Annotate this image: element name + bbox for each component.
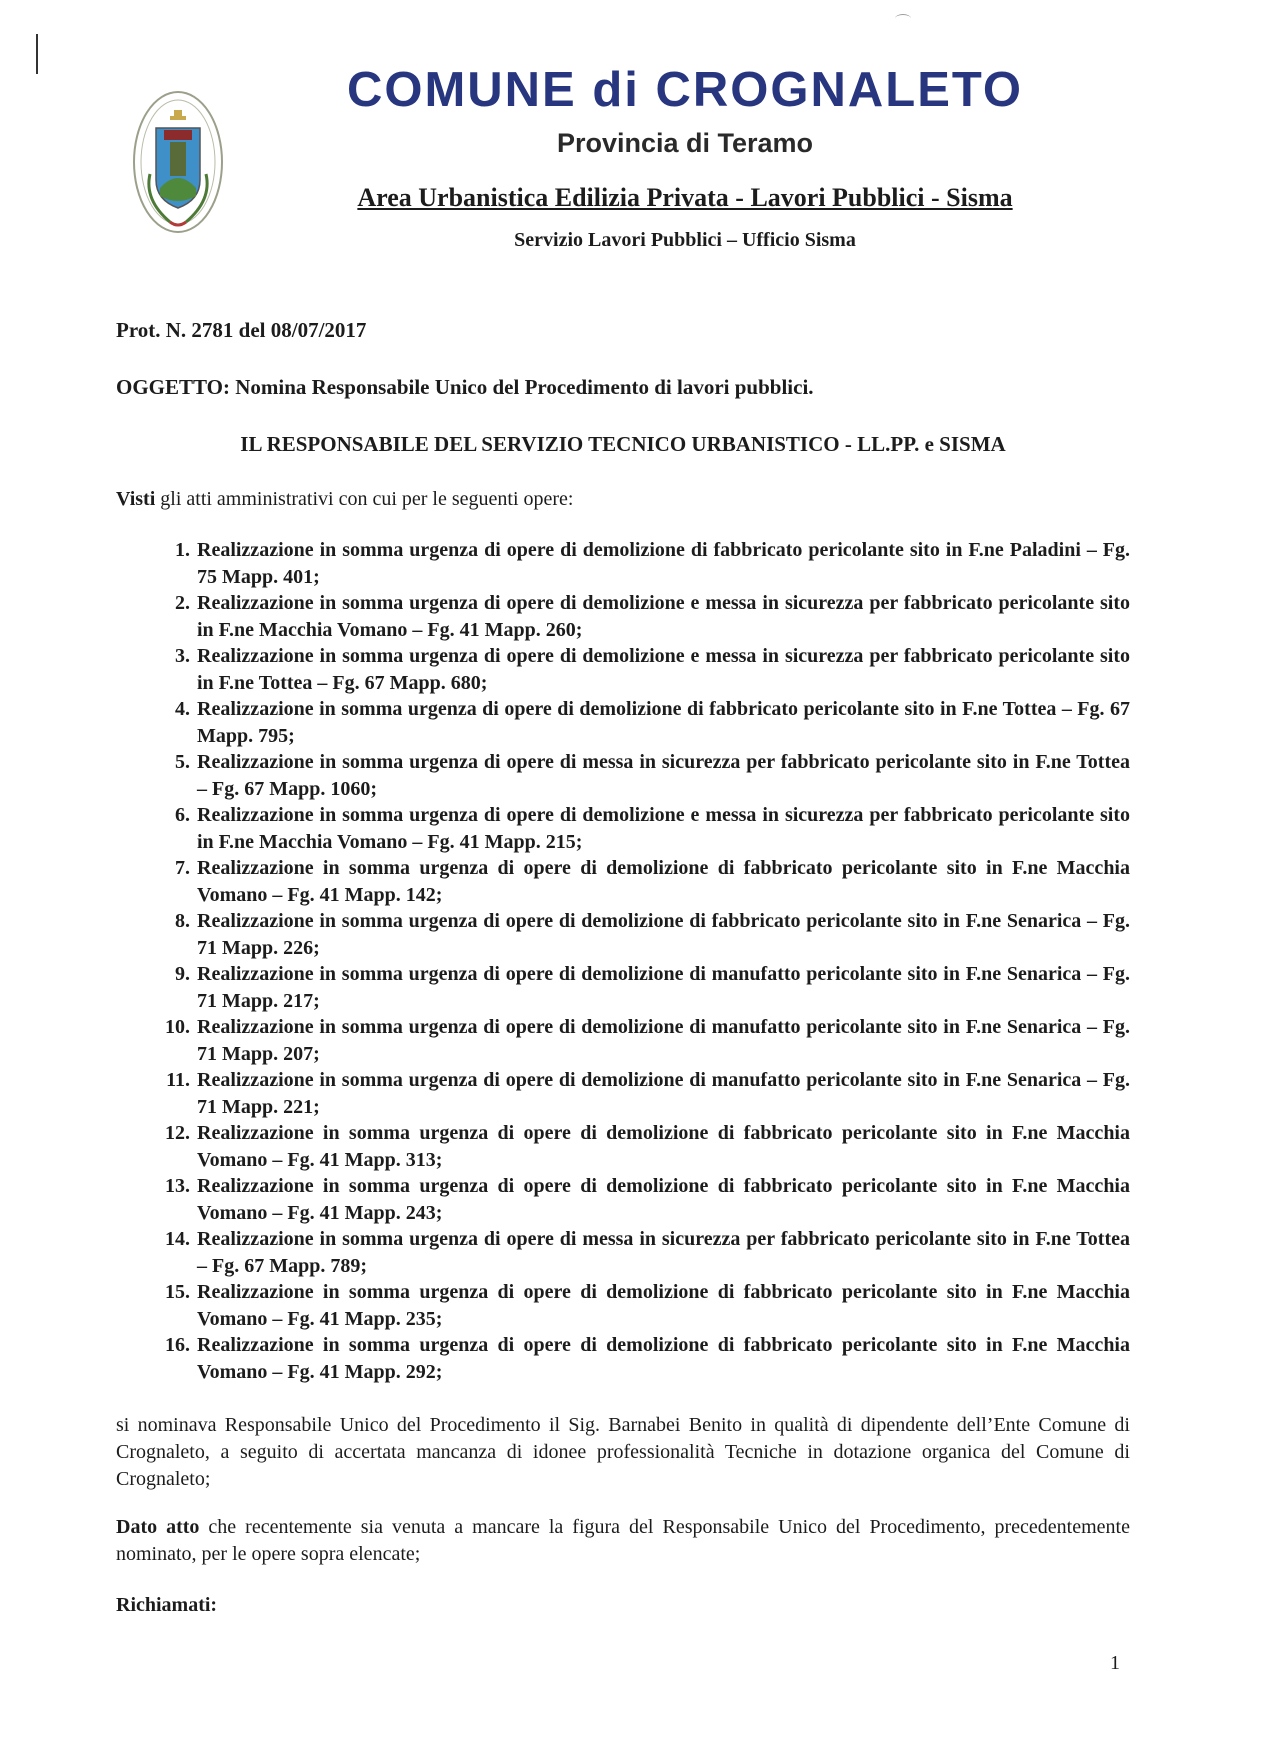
list-item xyxy=(140,1279,1130,1332)
list-item xyxy=(140,855,1130,908)
province-subtitle: Provincia di Teramo xyxy=(556,128,814,158)
list-item xyxy=(140,696,1130,749)
works-list xyxy=(140,537,1130,1385)
list-item-text: Realizzazione in somma urgenza di opere di demolizione di manufatto pericolante sito in F.ne Senarica – Fg. 71 Mapp. 207; xyxy=(197,1016,1130,1065)
list-item-text: Realizzazione in somma urgenza di opere di messa in sicurezza per fabbricato pericolante sito in F.ne Tottea – Fg. 67 Mapp. 789; xyxy=(197,1228,1130,1277)
page-title: COMUNE di CROGNALETO xyxy=(346,63,1024,117)
given-act-bold-lead: Dato atto xyxy=(116,1516,200,1538)
appointment-paragraph: si nominava Responsabile Unico del Procedimento il Sig. Barnabei Benito in qualità di dipendente dell’Ente Comune di Crognaleto, a seguito di accertata mancanza di idonee professionalità Tecniche in dotazione organica del Comune di Crognaleto; xyxy=(116,1414,1130,1490)
list-item xyxy=(140,537,1130,590)
list-item-number: 16. xyxy=(165,1334,190,1356)
list-item-number: 10. xyxy=(165,1016,190,1038)
list-item-number: 14. xyxy=(165,1228,190,1250)
list-item-number: 4. xyxy=(175,698,190,720)
intro-paragraph xyxy=(116,488,573,511)
list-item xyxy=(140,1120,1130,1173)
comune-crest-icon xyxy=(130,88,226,240)
list-item xyxy=(140,590,1130,643)
list-item xyxy=(140,1067,1130,1120)
list-item-number: 13. xyxy=(165,1175,190,1197)
list-item xyxy=(140,749,1130,802)
list-item-text: Realizzazione in somma urgenza di opere di demolizione di fabbricato pericolante sito in F.ne Macchia Vomano – Fg. 41 Mapp. 292; xyxy=(197,1334,1130,1383)
list-item xyxy=(140,643,1130,696)
subject-line: OGGETTO: Nomina Responsabile Unico del Procedimento di lavori pubblici. xyxy=(116,375,814,399)
list-item xyxy=(140,1332,1130,1385)
list-item-text: Realizzazione in somma urgenza di opere di demolizione e messa in sicurezza per fabbricato pericolante sito in F.ne Macchia Vomano – Fg. 41 Mapp. 215; xyxy=(197,804,1130,853)
list-item-text: Realizzazione in somma urgenza di opere di demolizione di manufatto pericolante sito in F.ne Senarica – Fg. 71 Mapp. 221; xyxy=(197,1069,1130,1118)
list-item-number: 3. xyxy=(175,645,190,667)
list-item-number: 8. xyxy=(175,910,190,932)
list-item xyxy=(140,1014,1130,1067)
service-office: Servizio Lavori Pubblici – Ufficio Sisma xyxy=(514,229,856,251)
responsible-heading: IL RESPONSABILE DEL SERVIZIO TECNICO URBANISTICO - LL.PP. e SISMA xyxy=(240,432,1006,456)
list-item-number: 11. xyxy=(166,1069,190,1091)
page-number: 1 xyxy=(1110,1652,1120,1674)
list-item-text: Realizzazione in somma urgenza di opere di demolizione di fabbricato pericolante sito in F.ne Macchia Vomano – Fg. 41 Mapp. 243; xyxy=(197,1175,1130,1224)
intro-bold-lead: Visti xyxy=(116,488,156,510)
list-item-number: 2. xyxy=(175,592,190,614)
list-item xyxy=(140,802,1130,855)
list-item-text: Realizzazione in somma urgenza di opere di demolizione di fabbricato pericolante sito in F.ne Tottea – Fg. 67 Mapp. 795; xyxy=(197,698,1130,747)
list-item-text: Realizzazione in somma urgenza di opere di demolizione di fabbricato pericolante sito in F.ne Macchia Vomano – Fg. 41 Mapp. 313; xyxy=(197,1122,1130,1171)
list-item-text: Realizzazione in somma urgenza di opere di demolizione e messa in sicurezza per fabbricato pericolante sito in F.ne Macchia Vomano – Fg. 41 Mapp. 260; xyxy=(197,592,1130,641)
list-item-text: Realizzazione in somma urgenza di opere di messa in sicurezza per fabbricato pericolante sito in F.ne Tottea – Fg. 67 Mapp. 1060; xyxy=(197,751,1130,800)
protocol-number: Prot. N. 2781 del 08/07/2017 xyxy=(116,318,367,342)
list-item-number: 9. xyxy=(175,963,190,985)
list-item-number: 12. xyxy=(165,1122,190,1144)
department-area: Area Urbanistica Edilizia Privata - Lavori Pubblici - Sisma xyxy=(357,183,1013,212)
intro-text: gli atti amministrativi con cui per le seguenti opere: xyxy=(155,488,574,510)
given-act-paragraph xyxy=(116,1514,1130,1568)
list-item xyxy=(140,1226,1130,1279)
list-item-number: 1. xyxy=(175,539,190,561)
list-item-text: Realizzazione in somma urgenza di opere di demolizione di fabbricato pericolante sito in F.ne Paladini – Fg. 75 Mapp. 401; xyxy=(197,539,1130,588)
list-item xyxy=(140,1173,1130,1226)
list-item-text: Realizzazione in somma urgenza di opere di demolizione di fabbricato pericolante sito in F.ne Macchia Vomano – Fg. 41 Mapp. 142; xyxy=(197,857,1130,906)
recalled-heading: Richiamati: xyxy=(116,1594,218,1616)
scan-artifact xyxy=(895,14,911,23)
list-item-text: Realizzazione in somma urgenza di opere di demolizione di fabbricato pericolante sito in F.ne Macchia Vomano – Fg. 41 Mapp. 235; xyxy=(197,1281,1130,1330)
list-item xyxy=(140,908,1130,961)
given-act-text: che recentemente sia venuta a mancare la figura del Responsabile Unico del Procedimento, precedentemente nominato, per le opere sopra elencate; xyxy=(116,1516,1130,1565)
list-item-text: Realizzazione in somma urgenza di opere di demolizione e messa in sicurezza per fabbricato pericolante sito in F.ne Tottea – Fg. 67 Mapp. 680; xyxy=(197,645,1130,694)
list-item-number: 15. xyxy=(165,1281,190,1303)
list-item-text: Realizzazione in somma urgenza di opere di demolizione di manufatto pericolante sito in F.ne Senarica – Fg. 71 Mapp. 217; xyxy=(197,963,1130,1012)
list-item xyxy=(140,961,1130,1014)
list-item-number: 7. xyxy=(175,857,190,879)
list-item-number: 6. xyxy=(175,804,190,826)
scan-margin-mark xyxy=(36,34,38,74)
list-item-number: 5. xyxy=(175,751,190,773)
list-item-text: Realizzazione in somma urgenza di opere di demolizione di fabbricato pericolante sito in F.ne Senarica – Fg. 71 Mapp. 226; xyxy=(197,910,1130,959)
